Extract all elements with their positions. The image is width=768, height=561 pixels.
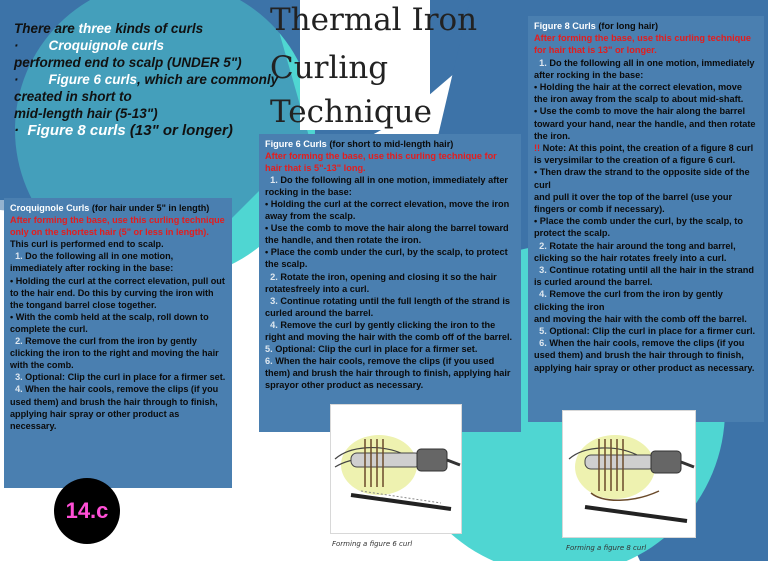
- panel-subtitle: (for short to mid-length hair): [326, 139, 454, 149]
- intro-text: performed end to scalp (UNDER 5"): [14, 55, 242, 70]
- step-text: Remove the curl by gently clicking the iron to the right and moving the hair with the comb off of the barrel.: [265, 319, 513, 342]
- step-number: 5.: [539, 326, 547, 337]
- step-number: 3.: [539, 265, 547, 276]
- panel-subtitle: (for long hair): [595, 21, 659, 31]
- warning-text: After forming the base, use this curling technique for hair that is 13" or longer.: [534, 33, 751, 56]
- bullet-text: • Then draw the strand to the opposite side of the curl: [534, 167, 750, 190]
- step-text: Rotate the hair around the tong and barrel, clicking so the hair rotates freely into a curl.: [534, 240, 736, 263]
- step-number: 5.: [265, 343, 273, 354]
- intro-text: kinds of curls: [111, 21, 204, 36]
- croquignole-panel: [4, 198, 232, 488]
- note-text: Note: At this point, the creation of a figure 8 curl is verysimilar to the creation of a figure 6 curl.: [534, 143, 754, 166]
- step-number: 1.: [15, 251, 23, 262]
- bullet-text: • Use the comb to move the hair along the barrel toward the handle, and then rotate the iron.: [265, 223, 509, 246]
- step-number: 4.: [270, 319, 278, 330]
- intro-text: There are: [14, 21, 79, 36]
- intro-figure8: Figure 8 curls: [27, 122, 126, 139]
- step-number: 4.: [15, 384, 23, 395]
- figure6-panel: [259, 134, 521, 432]
- figure6-caption: Forming a figure 6 curl: [332, 540, 413, 548]
- figure8-panel: [528, 16, 764, 422]
- step-number: 1.: [539, 57, 547, 68]
- panel-text: This curl is performed end to scalp.: [10, 239, 164, 250]
- step-number: 2.: [270, 271, 278, 282]
- bullet-text: • Place the comb under the curl, by the scalp, to protect the scalp.: [534, 216, 743, 239]
- badge-label: 14.c: [65, 498, 109, 523]
- intro-text: (13" or longer): [125, 122, 233, 139]
- step-text: When the hair cools, remove the clips (if you used them) and brush the hair through to finish, applying hair spray or other product as necessary.: [10, 384, 219, 431]
- step-number: 3.: [270, 295, 278, 306]
- step-text: Optional: Clip the curl in place for a firmer set.: [272, 343, 478, 354]
- figure8-caption: Forming a figure 8 curl: [566, 544, 647, 552]
- intro-highlight: three: [78, 21, 112, 36]
- intro-figure6: Figure 6 curls: [48, 72, 138, 87]
- step-text: When the hair cools, remove the clips (if you used them) and brush the hair through to finish, applying hair sprayor other product as necessary.: [265, 355, 511, 390]
- title-line-2: Curling: [270, 50, 389, 86]
- title-line-1: Thermal Iron: [270, 2, 478, 38]
- step-number: 3.: [15, 372, 23, 383]
- intro-text: mid-length hair (5-13"): [14, 106, 158, 121]
- bullet: ·: [14, 72, 19, 87]
- panel-title: Figure 6 Curls: [265, 139, 327, 149]
- bullet: ·: [14, 122, 19, 139]
- intro-text: , which are commonly: [137, 72, 279, 87]
- title-line-3: Technique: [270, 94, 432, 130]
- warning-text: After forming the base, use this curling technique for hair that is 5"-13" long.: [265, 151, 497, 174]
- step-text: Do the following all in one motion, immediately after rocking in the base:: [10, 251, 174, 274]
- step-text: Optional: Clip the curl in place for a firmer curl.: [546, 326, 756, 337]
- step-text: Continue rotating until all the hair in the strand is curled around the barrel.: [534, 265, 755, 288]
- warning-icon: !!: [534, 143, 541, 154]
- step-number: 2.: [15, 336, 23, 347]
- panel-title: Croquignole Curls: [10, 203, 90, 213]
- step-number: 1.: [270, 175, 278, 186]
- step-text: Do the following all in one motion, immediately after rocking in the base:: [265, 175, 508, 198]
- intro-block: [14, 20, 279, 139]
- step-number: 4.: [539, 289, 547, 300]
- bullet: ·: [14, 38, 19, 53]
- step-text: Do the following all in one motion, immediately after rocking in the base:: [534, 57, 755, 80]
- bullet-text: • Holding the hair at the correct elevation, move the iron away from the scalp to about mid-shaft.: [534, 82, 744, 105]
- step-number: 2.: [539, 240, 547, 251]
- figure6-illustration: [330, 404, 462, 534]
- bullet-text: • Use the comb to move the hair along the barrel toward your hand, near the handle, and then rotate the iron.: [534, 106, 756, 141]
- step-text: When the hair cools, remove the clips (if you used them) and brush the hair through to finish, applying hair spray or other product as necessary.: [534, 338, 755, 373]
- step-number: 6.: [539, 338, 547, 349]
- intro-croquignole: Croquignole curls: [48, 38, 165, 53]
- bullet-text: • With the comb held at the scalp, roll down to complete the curl.: [10, 311, 209, 334]
- intro-text: created in short to: [14, 89, 132, 104]
- page-number-badge: [54, 478, 120, 544]
- panel-subtitle: (for hair under 5" in length): [89, 203, 210, 213]
- panel-title: Figure 8 Curls: [534, 21, 596, 31]
- step-text: Optional: Clip the curl in place for a firmer set.: [22, 372, 226, 383]
- step-text: Remove the curl from the iron by gently clicking the iron to the right and moving the hair with the comb.: [10, 336, 219, 371]
- step-text: and moving the hair with the comb off the barrel.: [534, 313, 747, 324]
- warning-text: After forming the base, use this curling technique only on the shortest hair (5" or less in length).: [10, 215, 225, 238]
- step-text: Remove the curl from the iron by gently clicking the iron: [534, 289, 723, 312]
- bullet-text: • Holding the curl at the correct elevation, pull out to the hair end. Do this by curving the iron with the tongand barrel close together.: [10, 275, 225, 310]
- step-text: Continue rotating until the full length of the strand is curled around the barrel.: [265, 295, 511, 318]
- curling-iron-figure6: [331, 405, 461, 533]
- bullet-text: • Holding the curl at the correct elevation, move the iron away from the scalp.: [265, 199, 510, 222]
- figure8-illustration: [562, 410, 696, 538]
- step-number: 6.: [265, 355, 273, 366]
- bullet-text: • Place the comb under the curl, by the scalp, to protect the scalp.: [265, 247, 508, 270]
- bullet-text: and pull it over the top of the barrel (use your fingers or comb if necessary).: [534, 191, 733, 215]
- step-text: Rotate the iron, opening and closing it so the hair rotatesfreely into a curl.: [265, 271, 497, 294]
- curling-iron-figure8: [563, 411, 695, 537]
